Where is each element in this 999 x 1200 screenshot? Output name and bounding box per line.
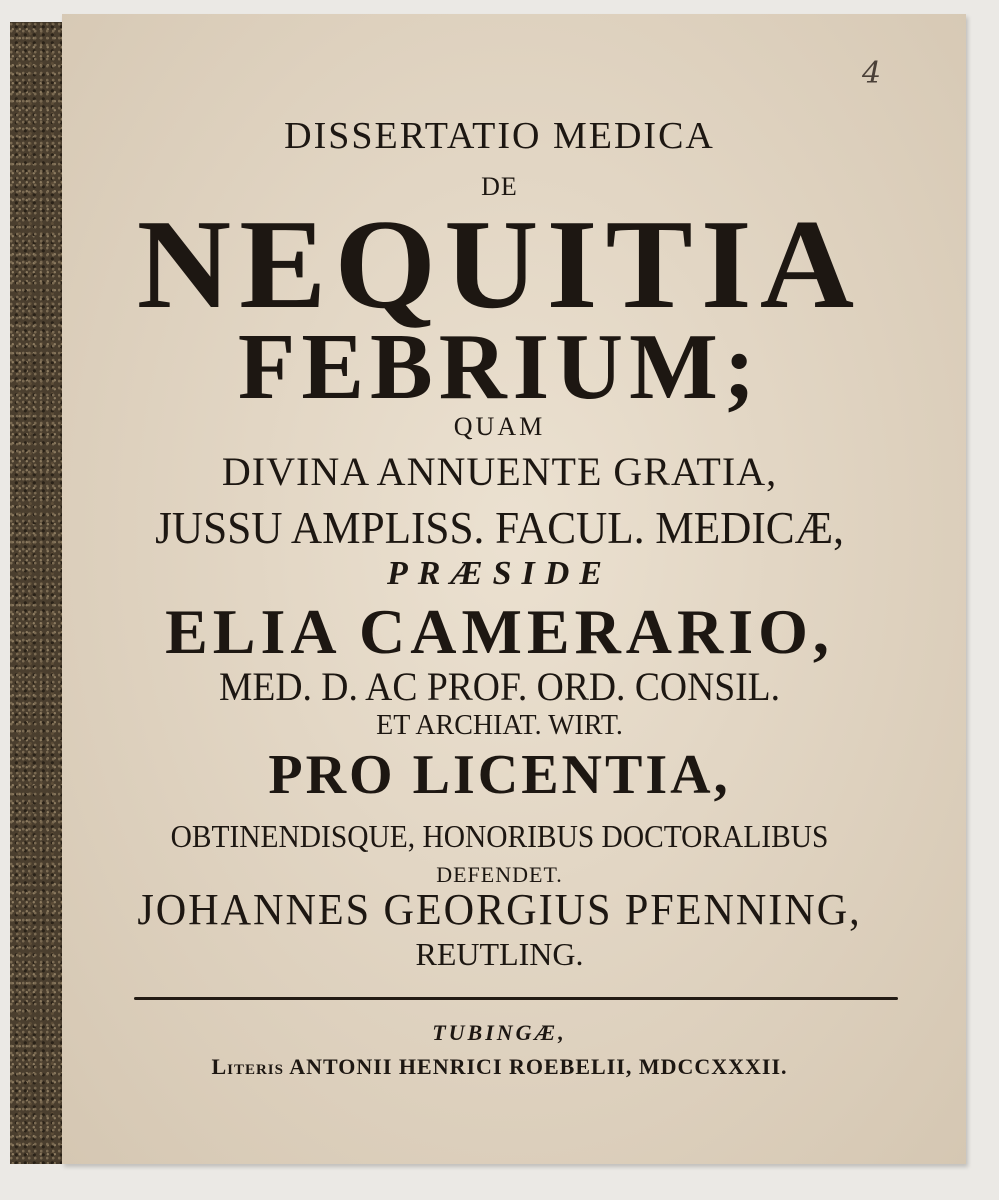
heading-de: DE bbox=[481, 172, 518, 201]
text-pro-licentia: PRO LICENTIA, bbox=[268, 744, 731, 806]
heading-dissertatio-medica: DISSERTATIO MEDICA bbox=[284, 115, 715, 157]
horizontal-rule bbox=[134, 997, 898, 1000]
text-med-d-ac-prof: MED. D. AC PROF. ORD. CONSIL. bbox=[218, 664, 781, 709]
title-nequitia: NEQUITIA bbox=[136, 193, 863, 335]
page-number: 4 bbox=[862, 56, 882, 91]
text-reutling: REUTLING. bbox=[415, 936, 584, 972]
imprint-place: TUBINGÆ, bbox=[432, 1020, 567, 1045]
name-elia-camerario: ELIA CAMERARIO, bbox=[165, 596, 834, 667]
title-febrium: FEBRIUM; bbox=[237, 315, 762, 419]
text-defendet: DEFENDET. bbox=[436, 862, 563, 887]
imprint-printer: Literis ANTONII HENRICI ROEBELII, MDCCXXXII. bbox=[211, 1054, 788, 1079]
text-divina-annuente-gratia: DIVINA ANNUENTE GRATIA, bbox=[221, 449, 778, 494]
text-et-archiat-wirt: ET ARCHIAT. WIRT. bbox=[376, 710, 623, 741]
text-praeside: PRÆSIDE bbox=[387, 555, 612, 592]
text-quam: QUAM bbox=[453, 412, 546, 441]
text-obtinendisque: OBTINENDISQUE, HONORIBUS DOCTORALIBUS bbox=[170, 818, 829, 854]
text-jussu-ampliss: JUSSU AMPLISS. FACUL. MEDICÆ, bbox=[155, 502, 844, 553]
name-johannes-georgius-pfenning: JOHANNES GEORGIUS PFENNING, bbox=[137, 885, 862, 934]
